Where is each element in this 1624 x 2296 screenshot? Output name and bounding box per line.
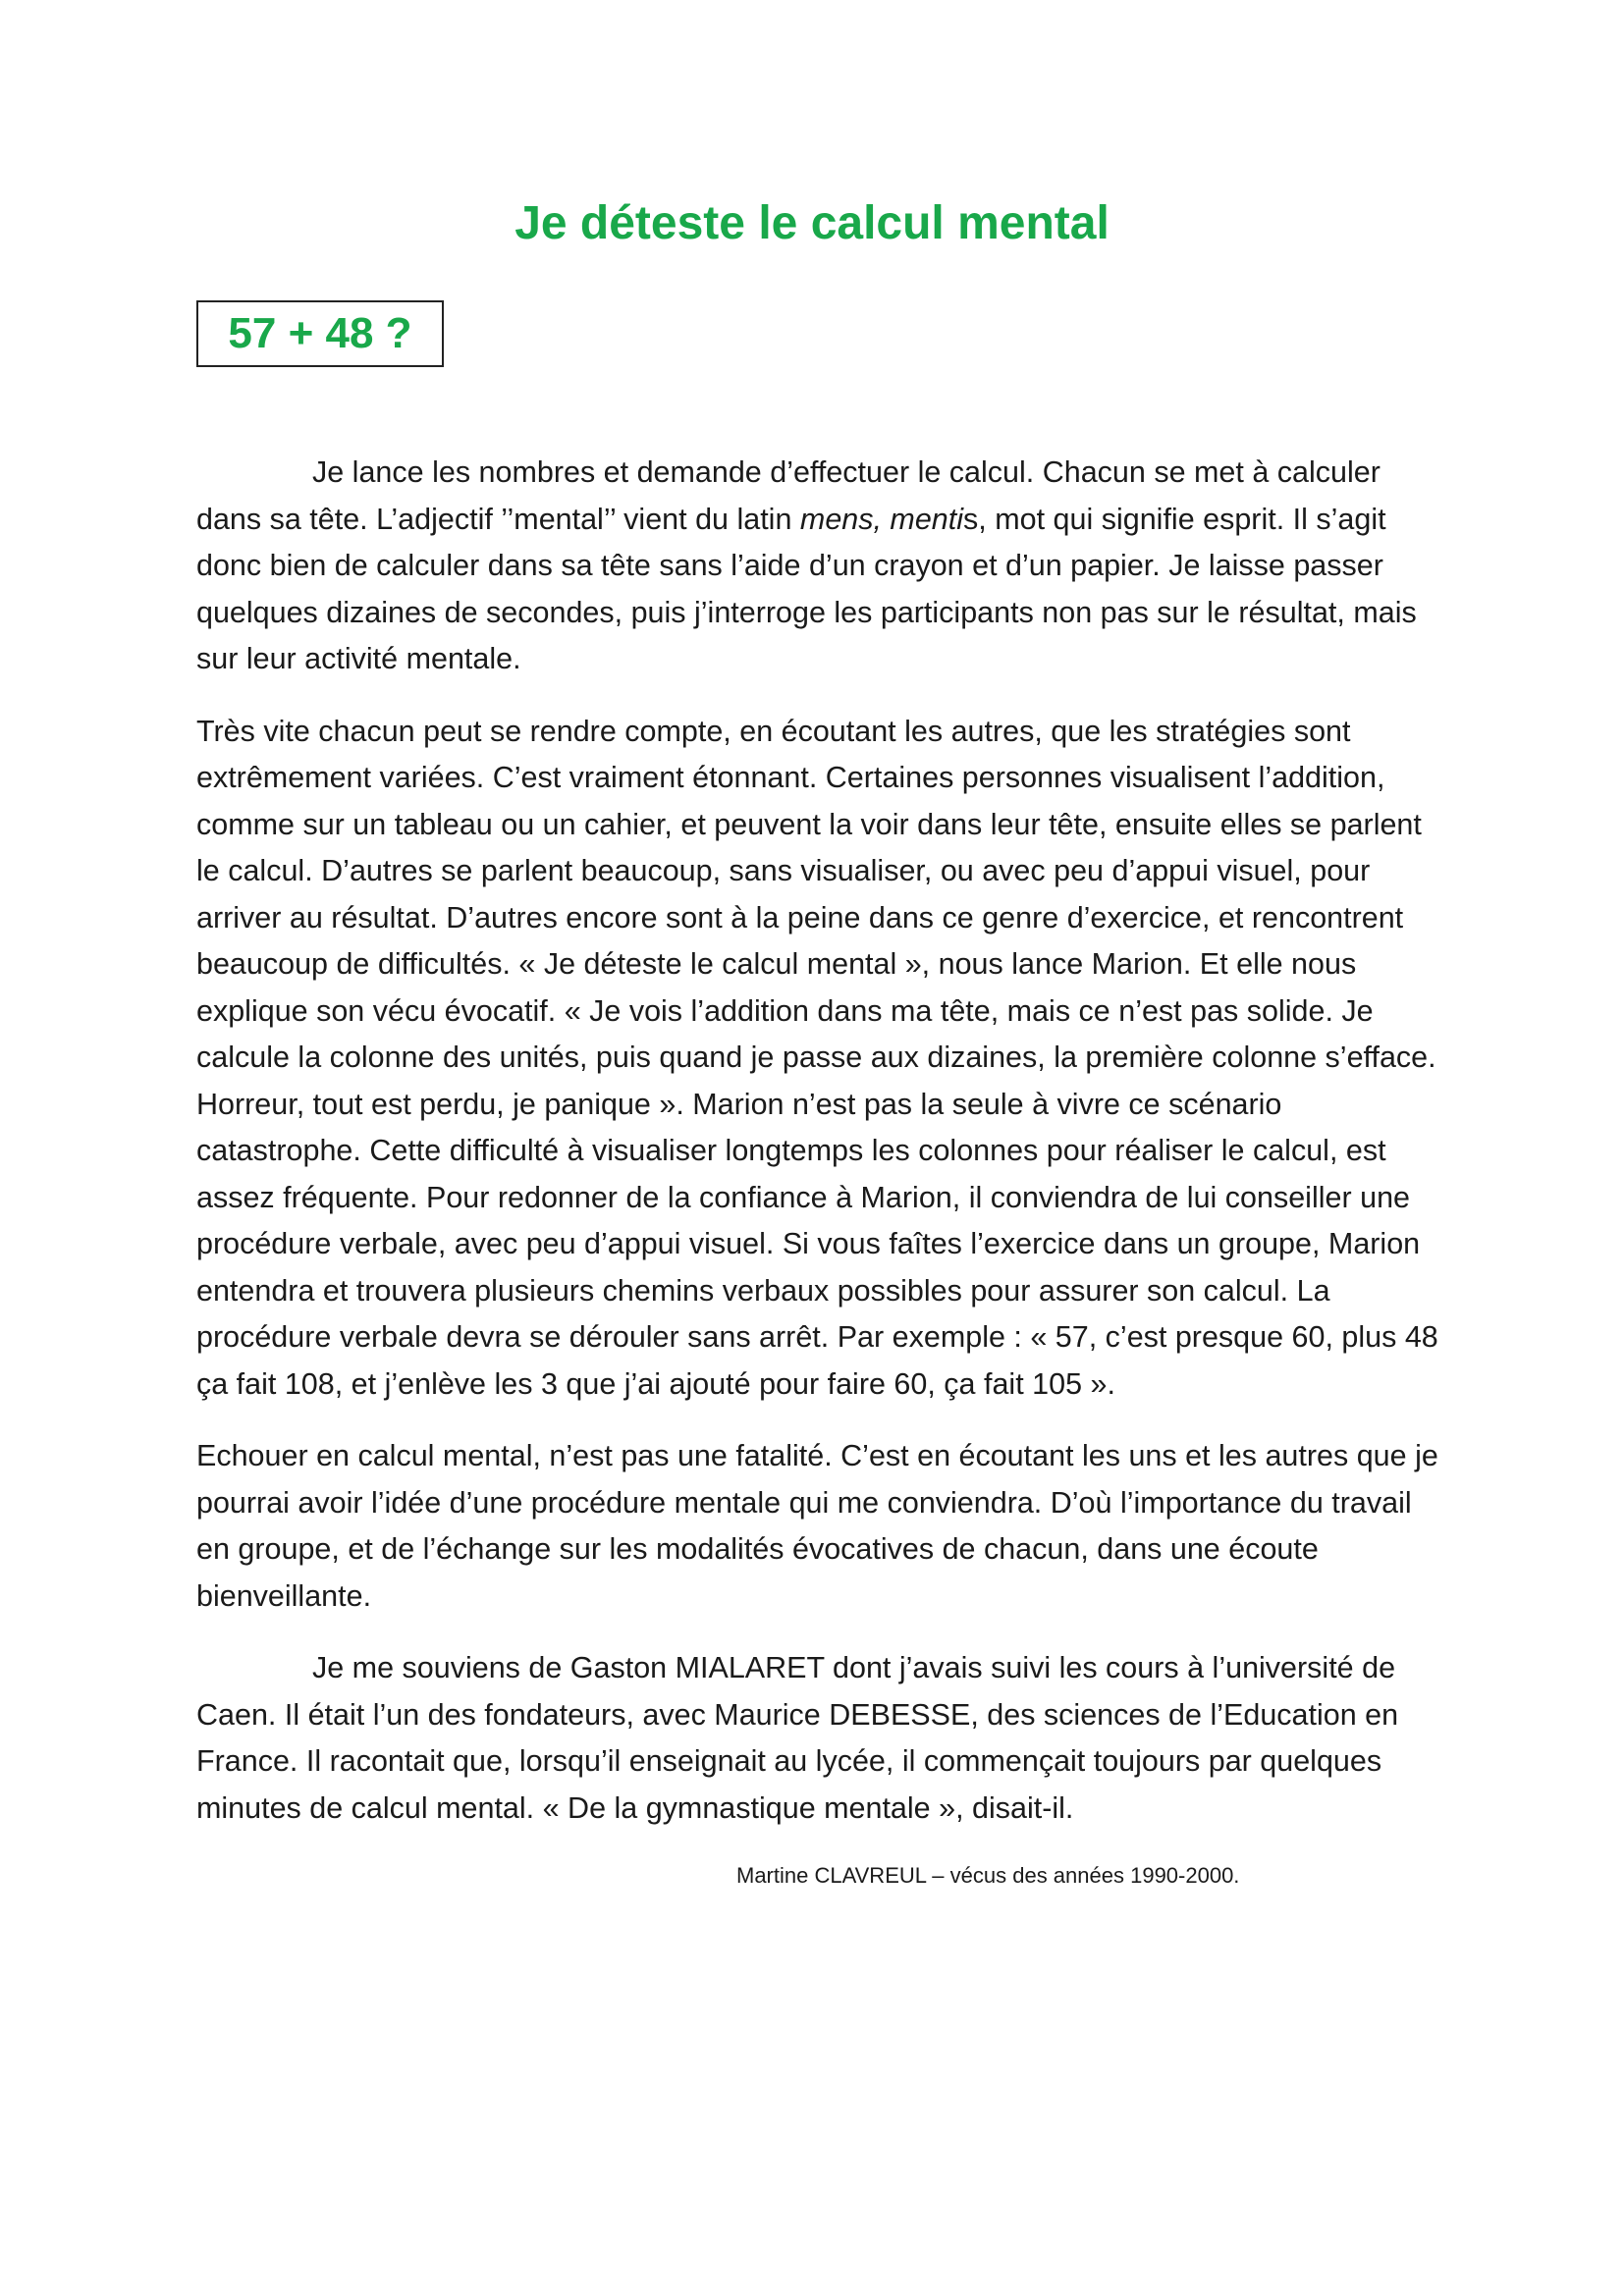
signature: Martine CLAVREUL – vécus des années 1990-2000. xyxy=(736,1863,1240,1888)
paragraph-1 xyxy=(196,450,1443,683)
paragraph-1-text-b: s xyxy=(963,502,979,536)
paragraph-4: Je me souviens de Gaston MIALARET dont j’avais suivi les cours à l’université de Caen. Il était l’un des fondateurs, avec Maurice DEBESSE, des sciences de l’Education en France. Il racontait que, lorsqu’il enseignait au lycée, il commençait toujours par quelques minutes de calcul mental. « De la gymnastique mentale », disait-il. xyxy=(196,1651,1399,1825)
document-title: Je déteste le calcul mental xyxy=(514,197,1110,249)
sum-box xyxy=(196,300,444,367)
paragraph-1-text-a: Je lance les nombres et demande d’effectuer le calcul. Chacun se met à calculer dans sa tête. L’adjectif ’’mental’’ vient du latin xyxy=(196,455,1380,536)
document-body xyxy=(196,450,1443,1857)
paragraph-1-italic: mens, menti xyxy=(799,502,964,536)
paragraph-2: Très vite chacun peut se rendre compte, en écoutant les autres, que les stratégies sont extrêmement variées. C’est vraiment étonnant. Certaines personnes visualisent l’addition, comme sur un tableau ou un cahier, et peuvent la voir dans leur tête, ensuite elles se parlent le calcul. D’autres se parlent beaucoup, sans visualiser, ou avec peu d’appui visuel, pour arriver au résultat. D’autres encore sont à la peine dans ce genre d’exercice, et rencontrent beaucoup de difficultés. « Je déteste le calcul mental », nous lance Marion. Et elle nous explique son vécu évocatif. « Je vois l’addition dans ma tête, mais ce n’est pas solide. Je calcule la colonne des unités, puis quand je passe aux dizaines, la première colonne s’efface. Horreur, tout est perdu, je panique ». Marion n’est pas la seule à vivre ce scénario catastrophe. Cette difficulté à visualiser longtemps les colonnes pour réaliser le calcul, est assez fréquente. Pour redonner de la confiance à Marion, il conviendra de lui conseiller une procédure verbale, avec peu d’appui visuel. Si vous faîtes l’exercice dans un groupe, Marion entendra et trouvera plusieurs chemins verbaux possibles pour assurer son calcul. La procédure verbale devra se dérouler sans arrêt. Par exemple : « 57, c’est presque 60, plus 48 ça fait 108, et j’enlève les 3 que j’ai ajouté pour faire 60, ça fait 105 ». xyxy=(196,714,1438,1401)
sum-box-text: 57 + 48 ? xyxy=(228,309,412,357)
paragraph-1-text-c: , mot qui signifie esprit. Il s’agit donc bien de calculer dans sa tête sans l’aide d’un crayon et d’un papier. Je laisse passer quelques dizaines de secondes, puis j’interroge les participants non pas sur le résultat, mais sur leur activité mentale. xyxy=(196,502,1417,675)
paragraph-3: Echouer en calcul mental, n’est pas une fatalité. C’est en écoutant les uns et les autres que je pourrai avoir l’idée d’une procédure mentale qui me conviendra. D’où l’importance du travail en groupe, et de l’échange sur les modalités évocatives de chacun, dans une écoute bienveillante. xyxy=(196,1439,1438,1613)
